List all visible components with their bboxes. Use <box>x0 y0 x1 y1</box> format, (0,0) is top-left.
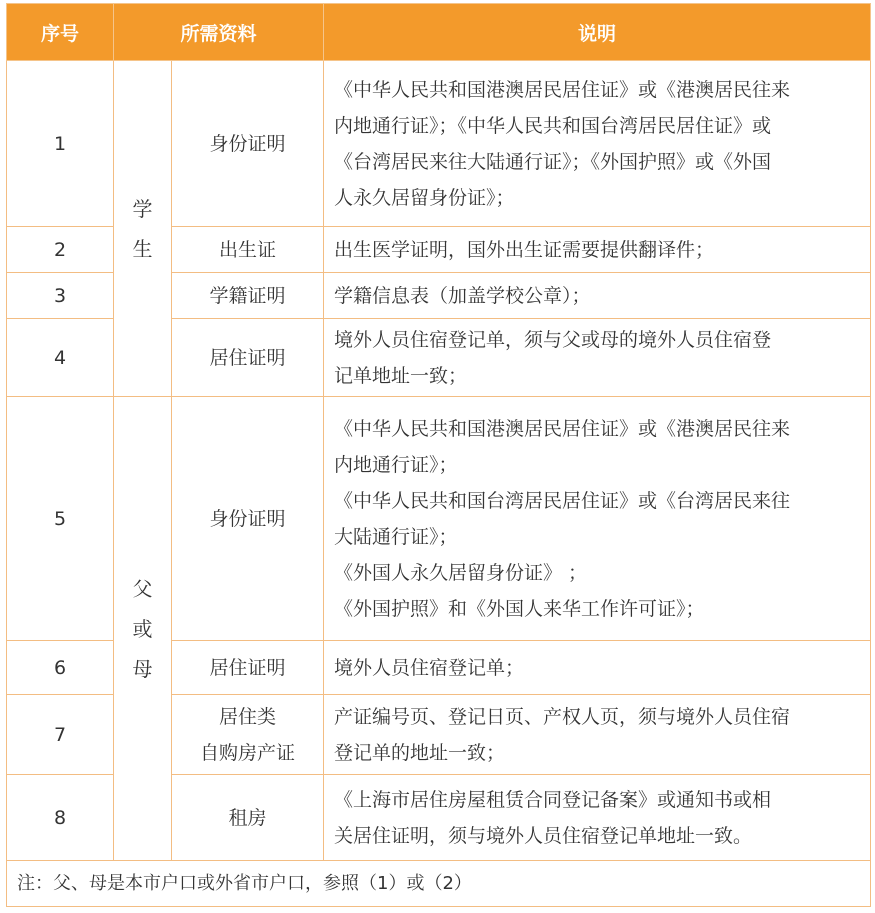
material-line: 居住类 <box>219 705 277 728</box>
desc-line: 记单地址一致； <box>334 364 468 387</box>
group-char: 父 <box>132 576 153 601</box>
group-char: 学 <box>132 196 153 221</box>
material-line: 学籍证明 <box>209 284 286 307</box>
row-desc <box>324 397 871 641</box>
desc-line: 关居住证明，须与境外人员住宿登记单地址一致。 <box>334 824 753 847</box>
row-desc <box>324 319 871 397</box>
table-row <box>7 397 871 641</box>
row-material <box>172 273 324 319</box>
desc-line: 《中华人民共和国港澳居民居住证》或《港澳居民往来 <box>334 417 791 440</box>
row-no: 6 <box>7 641 114 695</box>
note-text: 注：父、母是本市户口或外省市户口，参照（1）或（2） <box>7 861 871 907</box>
desc-line: 境外人员住宿登记单，须与父或母的境外人员住宿登 <box>334 328 772 351</box>
desc-line: 境外人员住宿登记单； <box>334 656 525 679</box>
desc-line: 《中华人民共和国台湾居民居住证》或《台湾居民来往 <box>334 489 791 512</box>
row-no: 1 <box>7 61 114 227</box>
header-material: 所需资料 <box>114 4 324 61</box>
header-desc: 说明 <box>324 4 871 61</box>
material-line: 居住证明 <box>209 346 286 369</box>
group-char: 生 <box>132 236 153 261</box>
table-header-row <box>7 4 871 61</box>
group-char: 或 <box>132 616 153 641</box>
row-no: 3 <box>7 273 114 319</box>
group-char: 母 <box>132 656 153 681</box>
requirements-table <box>6 3 871 907</box>
group-student <box>114 61 172 397</box>
material-line: 自购房产证 <box>200 741 296 764</box>
desc-line: 《台湾居民来往大陆通行证》；《外国护照》或《外国 <box>334 150 772 173</box>
desc-line: 产证编号页、登记日页、产权人页，须与境外人员住宿 <box>334 705 791 728</box>
row-desc <box>324 273 871 319</box>
row-desc <box>324 227 871 273</box>
row-material <box>172 227 324 273</box>
row-desc <box>324 695 871 775</box>
desc-line: 学籍信息表（加盖学校公章）； <box>334 284 591 307</box>
material-line: 租房 <box>228 806 267 829</box>
group-parent <box>114 397 172 861</box>
desc-line: 《外国护照》和《外国人来华工作许可证》； <box>334 597 705 620</box>
row-material <box>172 641 324 695</box>
row-no: 7 <box>7 695 114 775</box>
material-line: 身份证明 <box>209 507 286 530</box>
row-desc <box>324 775 871 861</box>
desc-line: 大陆通行证》； <box>334 525 458 548</box>
header-no: 序号 <box>7 4 114 61</box>
note-row <box>7 861 871 907</box>
desc-line: 《外国人永久居留身份证》 ； <box>334 561 588 584</box>
row-material <box>172 61 324 227</box>
requirements-table-wrapper <box>6 3 871 907</box>
desc-line: 登记单的地址一致； <box>334 741 506 764</box>
desc-line: 《中华人民共和国港澳居民居住证》或《港澳居民往来 <box>334 78 791 101</box>
desc-line: 人永久居留身份证》； <box>334 186 515 209</box>
desc-line: 内地通行证》； <box>334 453 458 476</box>
row-no: 4 <box>7 319 114 397</box>
row-desc <box>324 641 871 695</box>
row-material <box>172 775 324 861</box>
desc-line: 内地通行证》；《中华人民共和国台湾居民居住证》或 <box>334 114 772 137</box>
row-no: 5 <box>7 397 114 641</box>
desc-line: 出生医学证明，国外出生证需要提供翻译件； <box>334 238 715 261</box>
row-no: 2 <box>7 227 114 273</box>
row-desc <box>324 61 871 227</box>
row-material <box>172 319 324 397</box>
row-material <box>172 397 324 641</box>
material-line: 身份证明 <box>209 132 286 155</box>
material-line: 出生证 <box>219 238 277 261</box>
row-material <box>172 695 324 775</box>
row-no: 8 <box>7 775 114 861</box>
desc-line: 《上海市居住房屋租赁合同登记备案》或通知书或相 <box>334 788 772 811</box>
table-row <box>7 61 871 227</box>
material-line: 居住证明 <box>209 656 286 679</box>
